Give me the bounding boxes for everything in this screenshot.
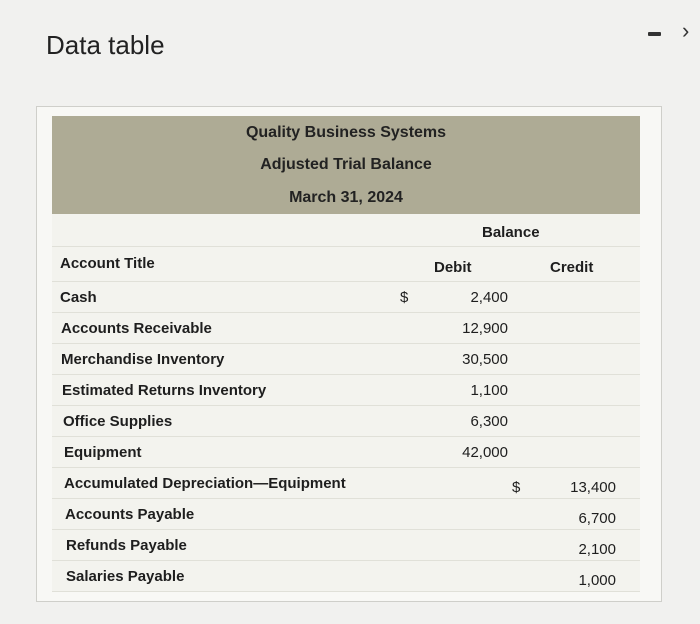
credit-amount: 13,400 [570, 479, 616, 496]
table-row [52, 375, 640, 406]
table-header [52, 116, 640, 214]
table-row [52, 406, 640, 437]
balance-header-row [52, 214, 640, 247]
credit-amount: 6,700 [578, 510, 616, 527]
debit-amount: 2,400 [470, 289, 508, 306]
table-row [52, 437, 640, 468]
credit-currency-symbol: $ [512, 479, 521, 496]
table-row [52, 530, 640, 561]
account-title: Accumulated Depreciation—Equipment [64, 475, 346, 492]
account-title: Office Supplies [63, 413, 173, 430]
debit-currency-symbol: $ [400, 289, 409, 306]
table-row [52, 499, 640, 530]
table-row [52, 344, 640, 375]
debit-header: Debit [434, 259, 472, 276]
account-title: Refunds Payable [66, 537, 187, 554]
table-row [52, 468, 640, 499]
account-title: Salaries Payable [66, 568, 185, 585]
account-title: Accounts Receivable [61, 320, 212, 337]
credit-amount: 2,100 [578, 541, 616, 558]
credit-amount: 1,000 [578, 572, 616, 589]
minimize-button[interactable] [648, 32, 661, 36]
account-title: Merchandise Inventory [61, 351, 225, 368]
debit-amount: 1,100 [470, 382, 508, 399]
statement-name: Adjusted Trial Balance [260, 156, 432, 173]
account-title-header: Account Title [60, 255, 155, 272]
statement-date: March 31, 2024 [289, 189, 403, 206]
debit-amount: 6,300 [470, 413, 508, 430]
debit-amount: 30,500 [462, 351, 508, 368]
table-row [52, 561, 640, 592]
column-header-row [52, 247, 640, 282]
table-row [52, 282, 640, 313]
account-title: Equipment [64, 444, 142, 461]
account-title: Accounts Payable [65, 506, 195, 523]
account-title: Cash [60, 289, 97, 306]
debit-amount: 42,000 [462, 444, 508, 461]
close-icon[interactable]: › [682, 18, 690, 43]
window-title: Data table [46, 30, 165, 60]
account-title: Estimated Returns Inventory [62, 382, 267, 399]
company-name: Quality Business Systems [245, 124, 447, 141]
table-row [52, 313, 640, 344]
trial-balance-table [52, 116, 640, 592]
credit-header: Credit [550, 259, 594, 276]
balance-column-header: Balance [482, 224, 540, 241]
debit-amount: 12,900 [462, 320, 508, 337]
